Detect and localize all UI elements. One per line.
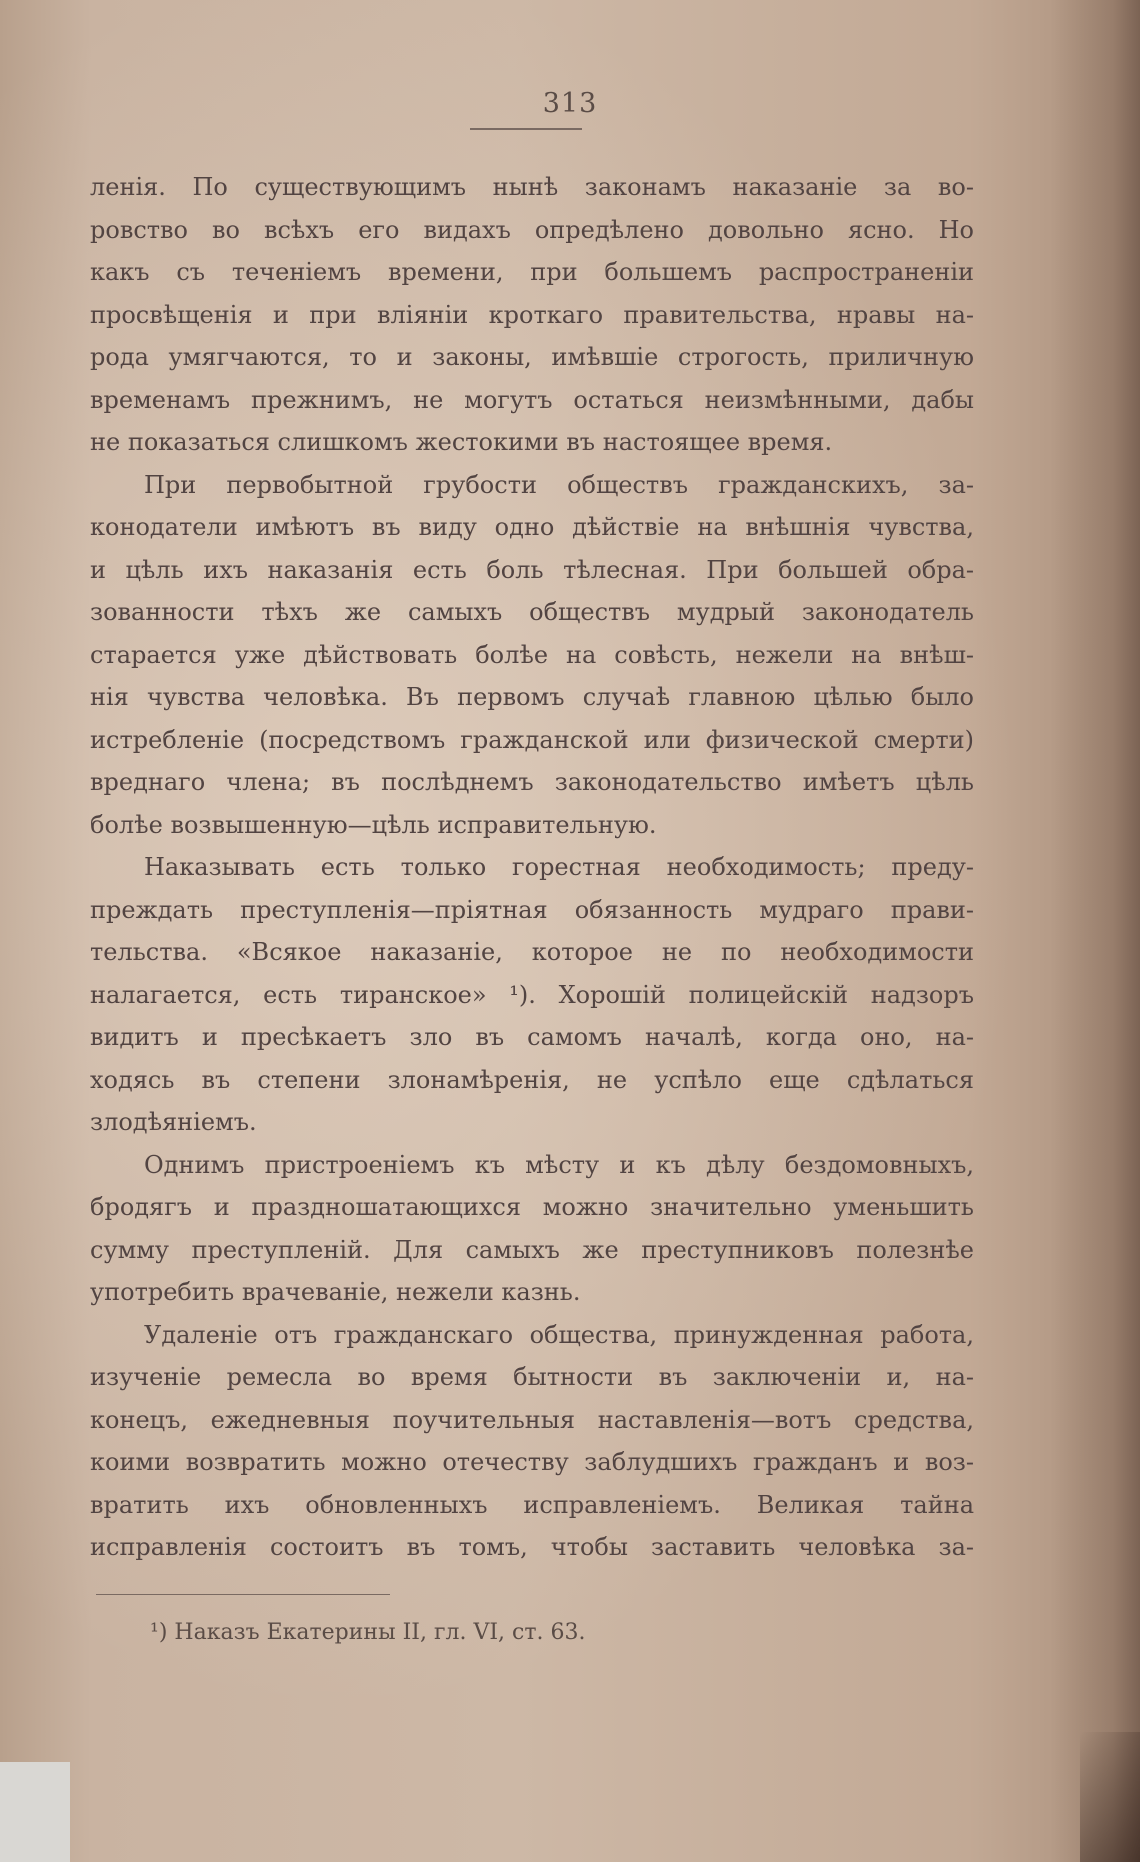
text-line: коими возвратить можно отечеству заблудшихъ гражданъ и воз- [90, 1448, 974, 1476]
page-gutter-shadow [1050, 0, 1140, 1862]
text-line: рода умягчаются, то и законы, имѣвшіе строгость, приличную [90, 343, 974, 371]
body-text [90, 166, 974, 1569]
text-line: просвѣщенія и при вліяніи кроткаго правительства, нравы на- [90, 300, 974, 329]
text-line: Однимъ пристроеніемъ къ мѣсту и къ дѣлу бездомовныхъ, [144, 1150, 974, 1179]
footnote-text: Наказъ Екатерины II, гл. VI, ст. 63. [174, 1620, 586, 1645]
text-line: При первобытной грубости обществъ гражданскихъ, за- [144, 470, 974, 499]
text-line: вратить ихъ обновленныхъ исправленіемъ. Великая тайна [90, 1490, 974, 1519]
text-line: бродягъ и праздношатающихся можно значительно уменьшить [90, 1193, 974, 1221]
text-line: и цѣль ихъ наказанія есть боль тѣлесная. При большей обра- [90, 555, 974, 584]
text-line: налагается, есть тиранское» ¹). Хорошій полицейскій надзоръ [90, 980, 974, 1009]
text-line: ровство во всѣхъ его видахъ опредѣлено довольно ясно. Но [90, 215, 974, 244]
text-line: ленія. По существующимъ нынѣ законамъ наказаніе за во- [90, 173, 974, 201]
page-corner-shadow [1080, 1732, 1140, 1862]
page-number: 313 [542, 88, 598, 119]
text-line: конецъ, ежедневныя поучительныя наставленія—вотъ средства, [90, 1405, 974, 1434]
text-line: не показаться слишкомъ жестокими въ настоящее время. [90, 428, 833, 456]
scan-edge [0, 1762, 70, 1862]
text-line: злодѣяніемъ. [90, 1108, 257, 1136]
text-line: вреднаго члена; въ послѣднемъ законодательство имѣетъ цѣль [90, 768, 974, 796]
text-line: употребить врачеваніе, нежели казнь. [90, 1278, 581, 1306]
footnote-rule [96, 1594, 390, 1595]
text-line: болѣе возвышенную—цѣль исправительную. [90, 810, 657, 839]
text-line: сумму преступленій. Для самыхъ же преступниковъ полезнѣе [90, 1235, 974, 1264]
text-line: нія чувства человѣка. Въ первомъ случаѣ главною цѣлью было [90, 683, 974, 711]
page-number-rule [470, 128, 582, 130]
text-line: ходясь въ степени злонамѣренія, не успѣло еще сдѣлаться [90, 1065, 974, 1094]
text-line: тельства. «Всякое наказаніе, которое не по необходимости [90, 938, 974, 966]
text-line: временамъ прежнимъ, не могутъ остаться неизмѣнными, дабы [90, 385, 974, 414]
footnote-marker: ¹) [150, 1620, 168, 1645]
text-line: истребленіе (посредствомъ гражданской или физической смерти) [90, 725, 974, 754]
text-line: видитъ и пресѣкаетъ зло въ самомъ началѣ, когда оно, на- [90, 1023, 974, 1051]
text-line: какъ съ теченіемъ времени, при большемъ распространеніи [90, 258, 974, 286]
text-line: Наказывать есть только горестная необходимость; преду- [144, 853, 974, 881]
text-line: исправленія состоитъ въ томъ, чтобы заставить человѣка за- [90, 1533, 974, 1561]
text-line: Удаленіе отъ гражданскаго общества, принужденная работа, [144, 1320, 974, 1349]
text-line: старается уже дѣйствовать болѣе на совѣсть, нежели на внѣш- [90, 640, 974, 669]
text-line: зованности тѣхъ же самыхъ обществъ мудрый законодатель [90, 598, 974, 626]
footnote [150, 1620, 585, 1645]
text-line: конодатели имѣютъ въ виду одно дѣйствіе на внѣшнія чувства, [90, 513, 974, 541]
text-line: изученіе ремесла во время бытности въ заключеніи и, на- [90, 1363, 974, 1391]
text-line: преждать преступленія—пріятная обязанность мудраго прави- [90, 895, 974, 924]
